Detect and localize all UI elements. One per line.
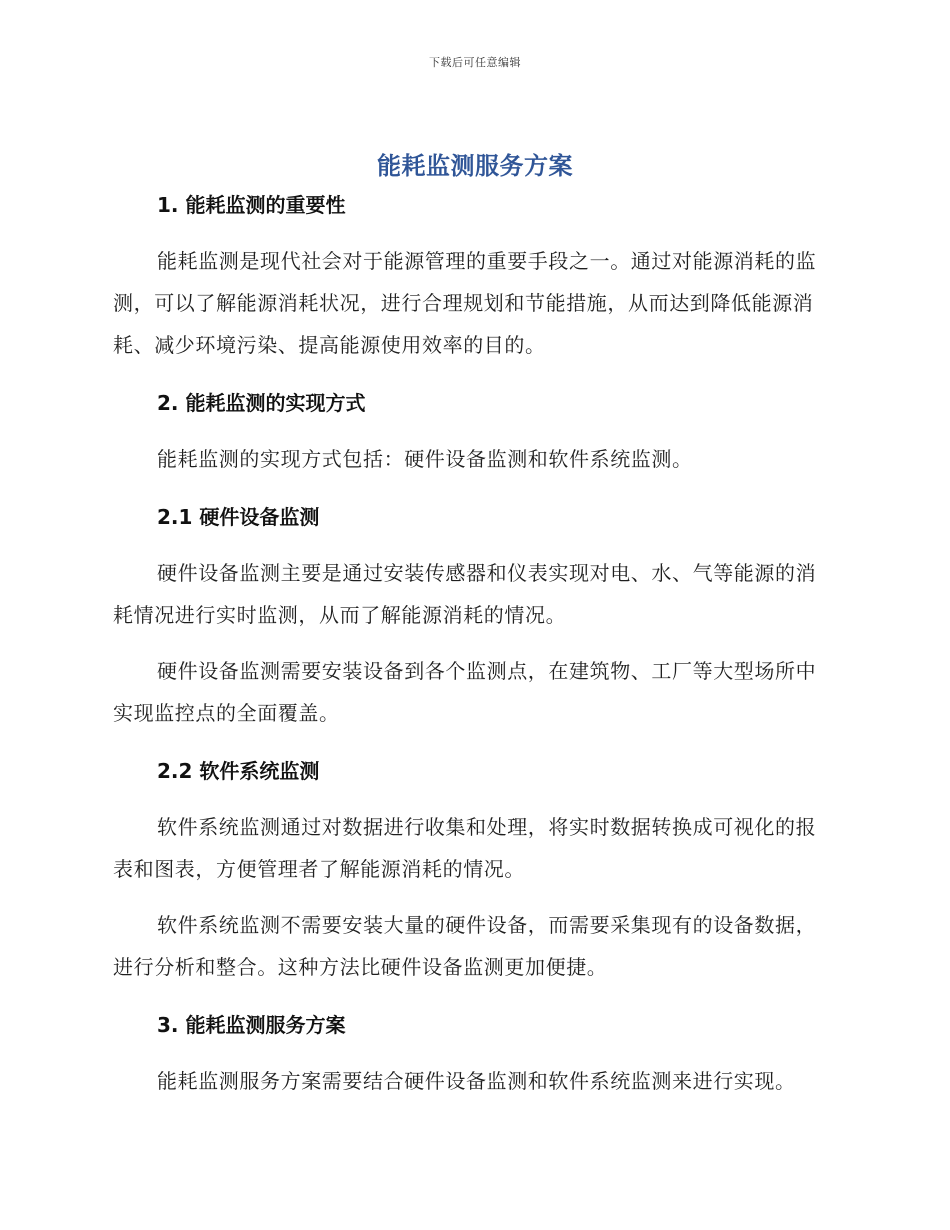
section-heading: 2.2 软件系统监测 — [157, 759, 320, 783]
paragraph: 软件系统监测通过对数据进行收集和处理，将实时数据转换成可视化的报表和图表，方便管理者了解能源消耗的情况。 — [113, 815, 817, 881]
paragraph: 硬件设备监测需要安装设备到各个监测点，在建筑物、工厂等大型场所中实现监控点的全面覆盖。 — [113, 659, 817, 725]
section-heading: 2.1 硬件设备监测 — [157, 505, 320, 529]
header-note: 下载后可任意编辑 — [429, 56, 521, 69]
paragraph: 能耗监测是现代社会对于能源管理的重要手段之一。通过对能源消耗的监测，可以了解能源消耗状况，进行合理规划和节能措施，从而达到降低能源消耗、减少环境污染、提高能源使用效率的目的。 — [113, 249, 817, 357]
section-heading: 1. 能耗监测的重要性 — [157, 193, 346, 217]
paragraph: 软件系统监测不需要安装大量的硬件设备，而需要采集现有的设备数据，进行分析和整合。这种方法比硬件设备监测更加便捷。 — [113, 913, 817, 979]
paragraph: 能耗监测的实现方式包括：硬件设备监测和软件系统监测。 — [157, 447, 693, 471]
document-title: 能耗监测服务方案 — [377, 152, 573, 180]
section-heading: 2. 能耗监测的实现方式 — [157, 391, 366, 415]
paragraph: 能耗监测服务方案需要结合硬件设备监测和软件系统监测来进行实现。 — [157, 1069, 796, 1093]
document-body — [113, 190, 833, 1102]
paragraph: 硬件设备监测主要是通过安装传感器和仪表实现对电、水、气等能源的消耗情况进行实时监测，从而了解能源消耗的情况。 — [113, 561, 817, 627]
section-heading: 3. 能耗监测服务方案 — [157, 1013, 346, 1037]
